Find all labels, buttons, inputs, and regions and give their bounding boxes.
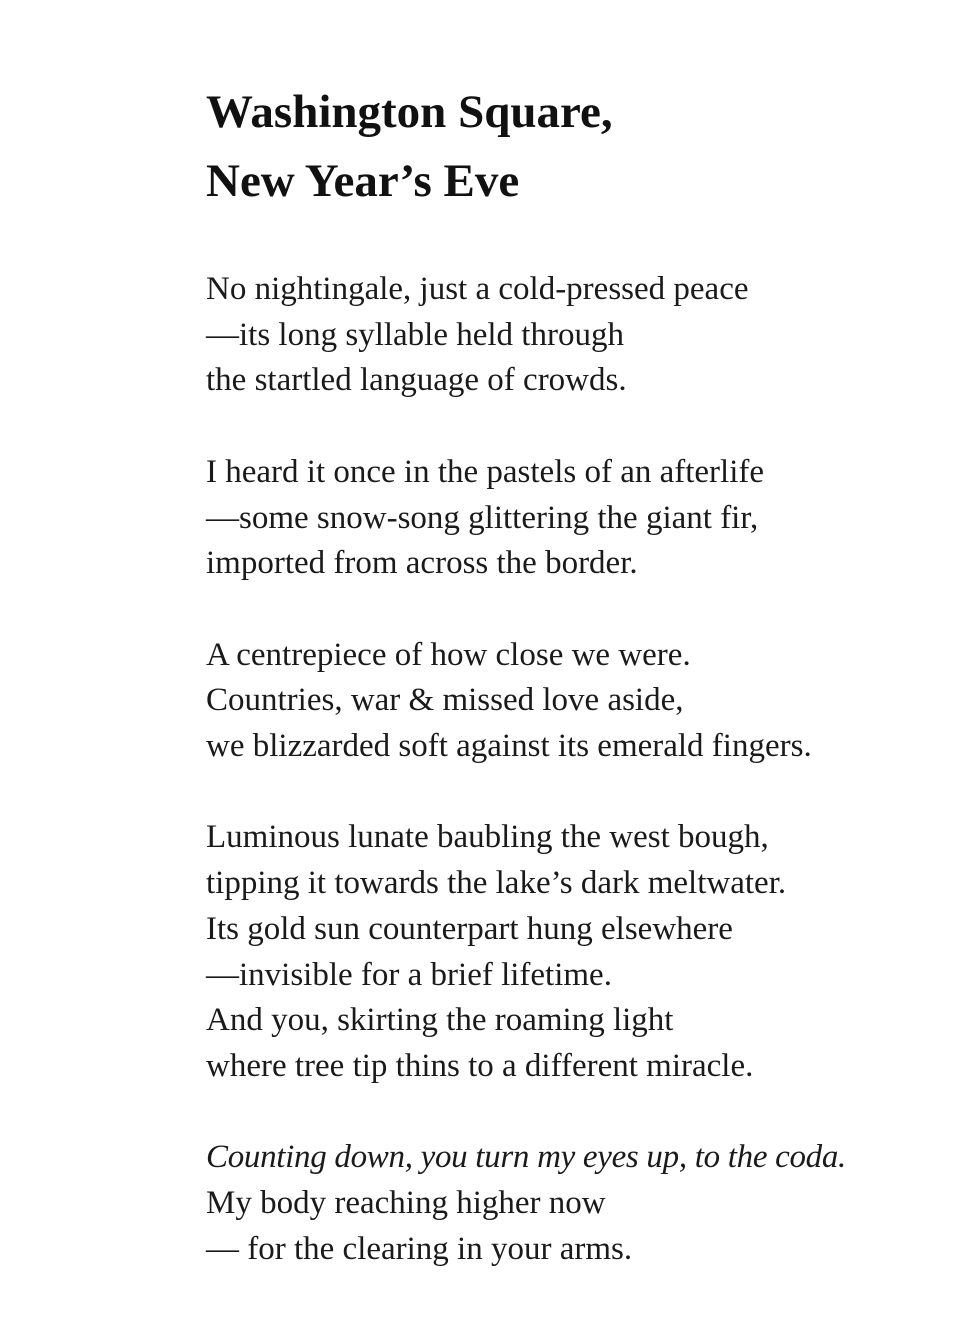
poem-line-italic: Counting down, you turn my eyes up, to the coda. (206, 1139, 847, 1176)
stanza-1 (206, 267, 906, 404)
poem-line: tipping it towards the lake’s dark meltwater. (206, 865, 787, 902)
stanza-2 (206, 450, 906, 587)
poem-line: No nightingale, just a cold-pressed peace (206, 271, 749, 307)
poem-page (206, 78, 906, 1272)
poem-line: My body reaching higher now (206, 1185, 606, 1221)
poem-line: we blizzarded soft against its emerald fingers. (206, 728, 812, 764)
poem-line: imported from across the border. (206, 545, 638, 582)
poem-line: Its gold sun counterpart hung elsewhere (206, 910, 733, 947)
poem-line: where tree tip thins to a different miracle. (206, 1047, 754, 1084)
poem-line: A centrepiece of how close we were. (206, 636, 691, 673)
poem-line: —its long syllable held through (206, 316, 624, 353)
poem-line: Countries, war & missed love aside, (206, 682, 684, 719)
stanza-3 (206, 633, 906, 770)
poem-line: —invisible for a brief lifetime. (206, 956, 612, 993)
poem-line: And you, skirting the roaming light (206, 1002, 674, 1039)
poem-title-line: New Year’s Eve (206, 155, 520, 207)
stanza-4 (206, 815, 906, 1089)
poem-body (206, 267, 906, 1272)
poem-line: —some snow-song glittering the giant fir, (206, 499, 759, 536)
poem-line: Luminous lunate baubling the west bough, (206, 819, 769, 856)
poem-title (206, 78, 906, 216)
poem-line: the startled language of crowds. (206, 362, 627, 399)
stanza-5 (206, 1135, 906, 1272)
poem-line: — for the clearing in your arms. (206, 1230, 633, 1267)
poem-title-line: Washington Square, (206, 86, 613, 138)
poem-line: I heard it once in the pastels of an afterlife (206, 453, 765, 490)
